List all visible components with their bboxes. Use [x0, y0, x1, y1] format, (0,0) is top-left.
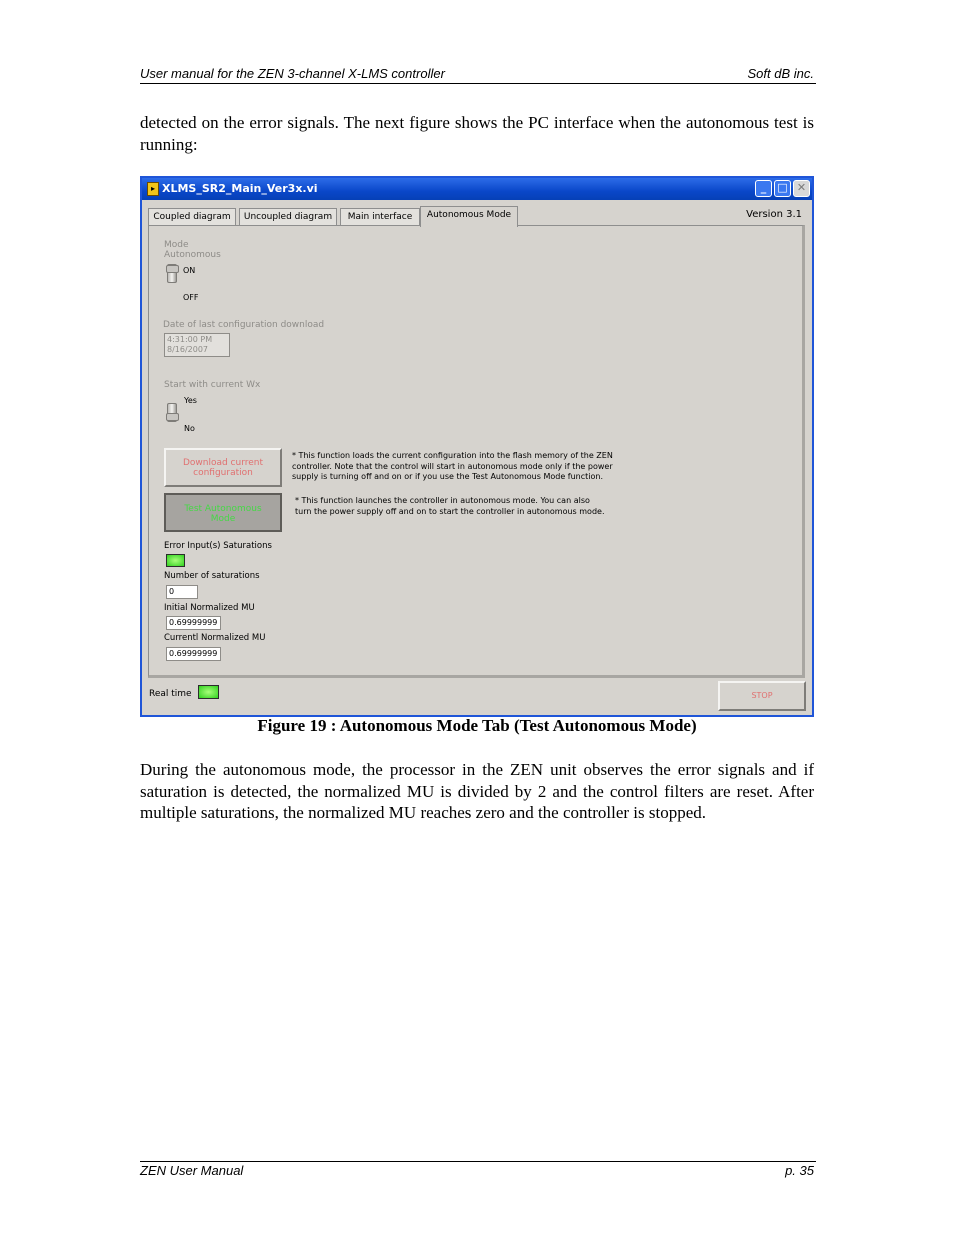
start-wx-yes: Yes [184, 396, 197, 405]
start-wx-label: Start with current Wx [164, 380, 261, 390]
version-label: Version 3.1 [746, 209, 802, 220]
autonomous-toggle-switch[interactable] [167, 264, 177, 283]
num-saturations-label: Number of saturations [164, 571, 260, 581]
download-configuration-button[interactable]: Download current configuration [164, 448, 282, 487]
test-note: * This function launches the controller in autonomous mode. You can also turn the power supply off and on to start the controller in autonomous mode. [295, 496, 605, 516]
toggle-off-label: OFF [183, 293, 199, 302]
tab-main-interface[interactable]: Main interface [340, 208, 420, 225]
error-saturation-led [166, 554, 185, 567]
figure-caption: Figure 19 : Autonomous Mode Tab (Test Autonomous Mode) [257, 716, 697, 735]
window-titlebar[interactable] [142, 178, 812, 200]
page-header [140, 64, 816, 84]
error-saturation-label: Error Input(s) Saturations [164, 541, 272, 551]
num-saturations-field: 0 [166, 585, 198, 599]
window-title: XLMS_SR2_Main_Ver3x.vi [162, 182, 318, 195]
current-mu-label: Currentl Normalized MU [164, 633, 266, 643]
close-button[interactable]: ✕ [793, 180, 810, 197]
tab-autonomous-mode[interactable]: Autonomous Mode [420, 206, 518, 227]
tab-coupled-diagram[interactable]: Coupled diagram [148, 208, 236, 225]
header-title: User manual for the ZEN 3-channel X-LMS controller [140, 66, 445, 81]
page-number: p. 35 [785, 1163, 814, 1178]
date-display [164, 333, 230, 357]
app-window [140, 176, 814, 717]
footer-title: ZEN User Manual [140, 1163, 244, 1178]
tab-uncoupled-diagram[interactable]: Uncoupled diagram [239, 208, 337, 225]
date-label: Date of last configuration download [163, 320, 325, 330]
date-date: 8/16/2007 [167, 345, 209, 354]
initial-mu-label: Initial Normalized MU [164, 603, 255, 613]
autonomous-mode-panel [148, 225, 805, 678]
realtime-led [198, 685, 219, 699]
test-autonomous-mode-button[interactable]: Test Autonomous Mode [164, 493, 282, 532]
date-time: 4:31:00 PM [167, 335, 213, 344]
mode-value: Autonomous [164, 250, 221, 260]
start-wx-no: No [184, 424, 195, 433]
download-note: * This function loads the current configuration into the flash memory of the ZEN controller. Note that the control will start in autonomous mode only if the power supply is turning off and on or if you use the Test Autonomous Mode function. [292, 451, 613, 481]
initial-mu-field: 0.69999999 [166, 616, 221, 630]
header-company: Soft dB inc. [747, 66, 814, 81]
page-footer [140, 1161, 816, 1182]
maximize-button[interactable]: □ [774, 180, 791, 197]
current-mu-field: 0.69999999 [166, 647, 221, 661]
mode-label: Mode [164, 240, 189, 250]
realtime-label: Real time [149, 689, 192, 699]
start-wx-toggle-switch[interactable] [167, 403, 177, 422]
minimize-button[interactable]: _ [755, 180, 772, 197]
intro-paragraph: detected on the error signals. The next figure shows the PC interface when the autonomous test is running: [140, 113, 814, 154]
body-paragraph: During the autonomous mode, the processor in the ZEN unit observes the error signals and if saturation is detected, the normalized MU is divided by 2 and the control filters are reset. After multiple saturations, the normalized MU reaches zero and the controller is stopped. [140, 760, 814, 822]
toggle-on-label: ON [183, 266, 196, 275]
stop-button[interactable]: STOP [718, 681, 806, 711]
labview-vi-icon: ▸ [147, 182, 159, 196]
